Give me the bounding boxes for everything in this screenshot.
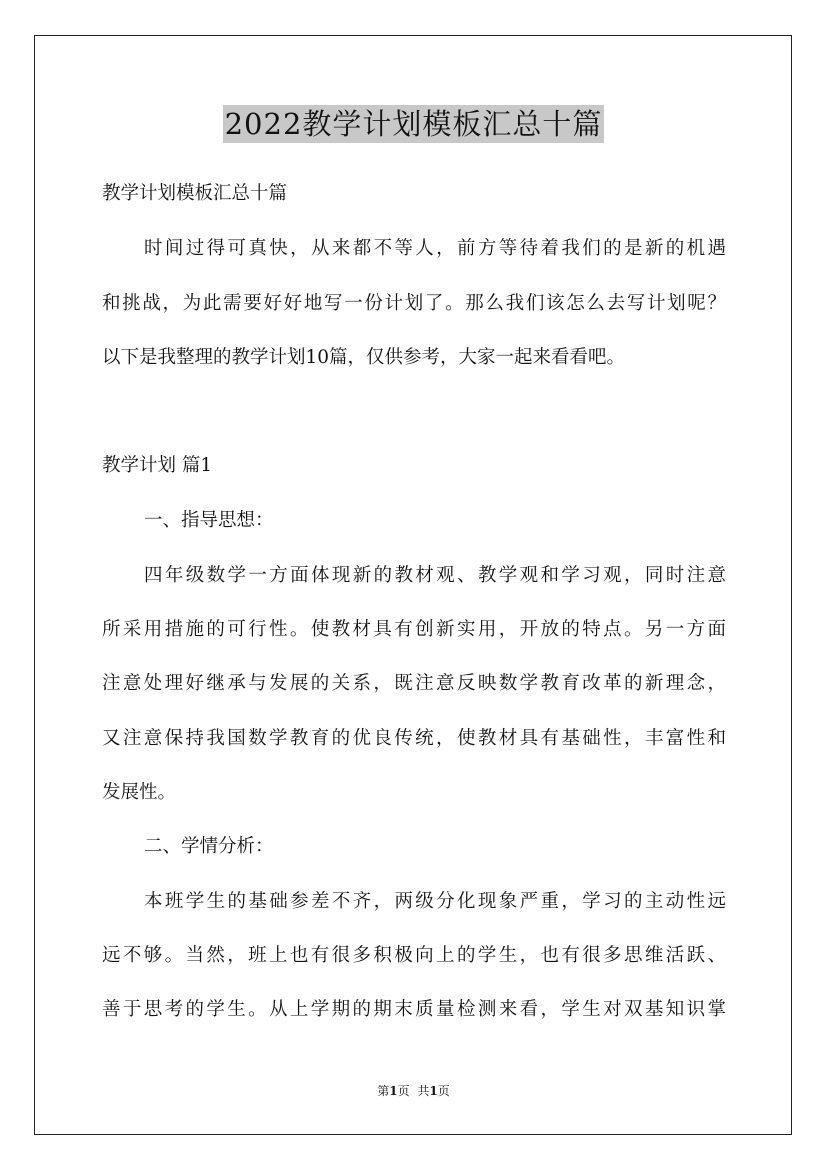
part1-line-4: 又注意保持我国数学教育的优良传统，使教材具有基础性，丰富性和: [102, 728, 726, 749]
part2-heading: 二、学情分析：: [144, 836, 274, 857]
part1-line-3: 注意处理好继承与发展的关系，既注意反映数学教育改革的新理念，: [102, 673, 726, 694]
intro-line-3: 以下是我整理的教学计划10篇，仅供参考，大家一起来看看吧。: [102, 347, 626, 368]
part1-line-2: 所采用措施的可行性。使教材具有创新实用，开放的特点。另一方面: [102, 619, 726, 640]
footer-page-number: 1: [389, 1084, 398, 1098]
document-title-text: 2022教学计划模板汇总十篇: [224, 107, 603, 141]
part2-line-3: 善于思考的学生。从上学期的期末质量检测来看，学生对双基知识掌: [102, 999, 726, 1020]
part2-line-2: 远不够。当然，班上也有很多积极向上的学生，也有很多思维活跃、: [102, 945, 726, 966]
part1-line-1: 四年级数学一方面体现新的教材观、教学观和学习观，同时注意: [144, 565, 726, 586]
document-subtitle: 教学计划模板汇总十篇: [102, 183, 288, 204]
part2-line-1: 本班学生的基础参差不齐，两级分化现象严重，学习的主动性远: [144, 891, 726, 912]
intro-line-2: 和挑战，为此需要好好地写一份计划了。那么我们该怎么去写计划呢？: [102, 293, 726, 314]
intro-line-1: 时间过得可真快，从来都不等人，前方等待着我们的是新的机遇: [144, 238, 726, 259]
part1-heading: 一、指导思想：: [144, 510, 274, 531]
page-footer: [0, 1083, 827, 1099]
footer-page-word: 页: [397, 1084, 410, 1098]
section-heading: 教学计划 篇1: [102, 455, 213, 476]
footer-total-number: 1: [429, 1084, 438, 1098]
footer-prefix: 第: [377, 1084, 390, 1098]
part1-line-5: 发展性。: [102, 782, 177, 803]
document-title: [0, 104, 827, 143]
footer-total-prefix: 共: [417, 1084, 430, 1098]
footer-total-word: 页: [437, 1084, 450, 1098]
